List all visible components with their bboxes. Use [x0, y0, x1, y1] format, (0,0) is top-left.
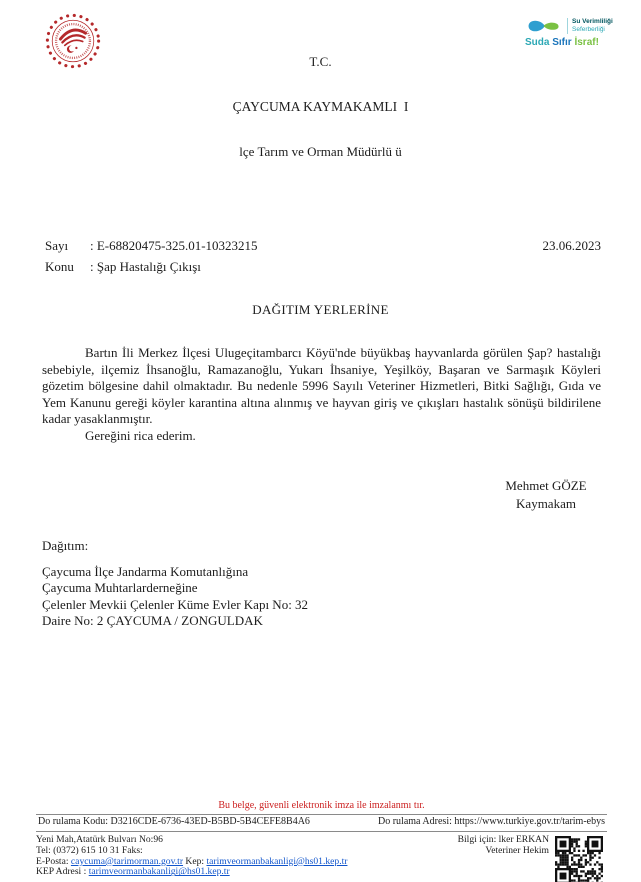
document-date: 23.06.2023	[542, 238, 601, 253]
kep-link[interactable]: tarimveormanbakanligi@hs01.kep.tr	[206, 855, 348, 867]
distribution-item: Çaycuma Muhtarlarderneğine	[42, 580, 198, 595]
konu-value: : Şap Hastalığı Çıkışı	[90, 259, 201, 274]
kep-adresi-link[interactable]: tarimveormanbakanligi@hs01.kep.tr	[88, 866, 230, 878]
slogan-word: Suda	[525, 37, 550, 48]
letter-paragraph: Bartın İli Merkez İlçesi Ulugeçitambarcı Köyü'nde büyükbaş hayvanlarda görülen Şap? hastalığı sebebiyle, ilçemiz İhsanoğlu, Ramazanoğlu, Yukarı İhsaniye, Yeşilköy, Başaran ve Sarmaşık Köyleri gözetim bölgesine dahil olmaktadır. Bu nedenle 5996 Sayılı Veteriner Hizmetleri, Bitki Sağlığı, Gıda ve Yem Kanunu gereği köyler karantina altına alınmış ve hayvan giriş ve çıkışları hastalık sönüşü bildirilene kadar yasaklanmıştır.	[42, 345, 601, 426]
kep-adresi-label: KEP Adresi :	[36, 866, 89, 878]
konu-label: Konu	[45, 259, 74, 274]
contact-info	[36, 835, 456, 878]
letterhead-department: lçe Tarım ve Orman Müdürlü ü	[239, 144, 402, 159]
contact-kep-line	[36, 867, 456, 878]
distribution-label: Dağıtım:	[42, 538, 89, 553]
slogan-word: Sıfır	[552, 37, 572, 48]
letterhead-tc: T.C.	[309, 54, 332, 69]
water-campaign-line2: Seferberliği	[572, 26, 605, 33]
info-contact-block	[458, 835, 549, 857]
water-drops-icon	[525, 16, 563, 36]
verify-code: Do rulama Kodu: D3216CDE-6736-43ED-B5BD-5B4CEFE8B4A6	[38, 816, 310, 827]
document-meta	[45, 235, 601, 277]
verify-address: Do rulama Adresi: https://www.turkiye.gov.tr/tarim-ebys	[378, 816, 605, 827]
distribution-block	[42, 538, 601, 630]
info-contact: Bilgi için: lker ERKAN	[457, 834, 549, 845]
contact-tel: Tel: (0372) 615 10 31 Faks:	[36, 844, 143, 856]
info-contact-title: Veteriner Hekim	[485, 844, 549, 856]
letterhead-office: ÇAYCUMA KAYMAKAMLI I	[232, 99, 409, 114]
slogan-word: İsraf!	[574, 37, 599, 48]
water-campaign-line1: Su Verimliliği	[572, 18, 613, 25]
distribution-item: Çelenler Mevkii Çelenler Küme Evler Kapı No: 32	[42, 596, 309, 612]
eposta-link[interactable]: caycuma@tarimorman.gov.tr	[70, 855, 184, 867]
letter-closing: Gereğini rica ederim.	[85, 427, 196, 443]
signature-block	[486, 477, 606, 512]
signer-title: Kaymakam	[516, 495, 576, 511]
distribution-item: Çaycuma İlçe Jandarma Komutanlığına	[42, 563, 249, 579]
divider	[567, 18, 568, 34]
letter-body	[42, 345, 601, 444]
distribution-item: Daire No: 2 ÇAYCUMA / ZONGULDAK	[42, 613, 263, 628]
esign-notice: Bu belge, güvenli elektronik imza ile imzalanmı tır.	[218, 800, 425, 811]
document-footer	[36, 800, 607, 878]
divider	[36, 831, 607, 832]
water-campaign-slogan	[525, 37, 621, 48]
contact-address: Yeni Mah,Atatürk Bulvarı No:96	[36, 834, 163, 845]
eposta-label: E-Posta:	[36, 855, 71, 867]
qr-code	[555, 836, 603, 882]
kep-label: Kep:	[183, 855, 207, 867]
water-campaign-logo	[525, 16, 621, 48]
sayi-label: Sayı	[45, 238, 69, 253]
recipient-heading: DAĞITIM YERLERİNE	[252, 302, 389, 317]
ministry-emblem-icon	[44, 12, 102, 70]
signer-name: Mehmet GÖZE	[505, 478, 587, 493]
sayi-value: : E-68820475-325.01-10323215	[90, 238, 258, 253]
